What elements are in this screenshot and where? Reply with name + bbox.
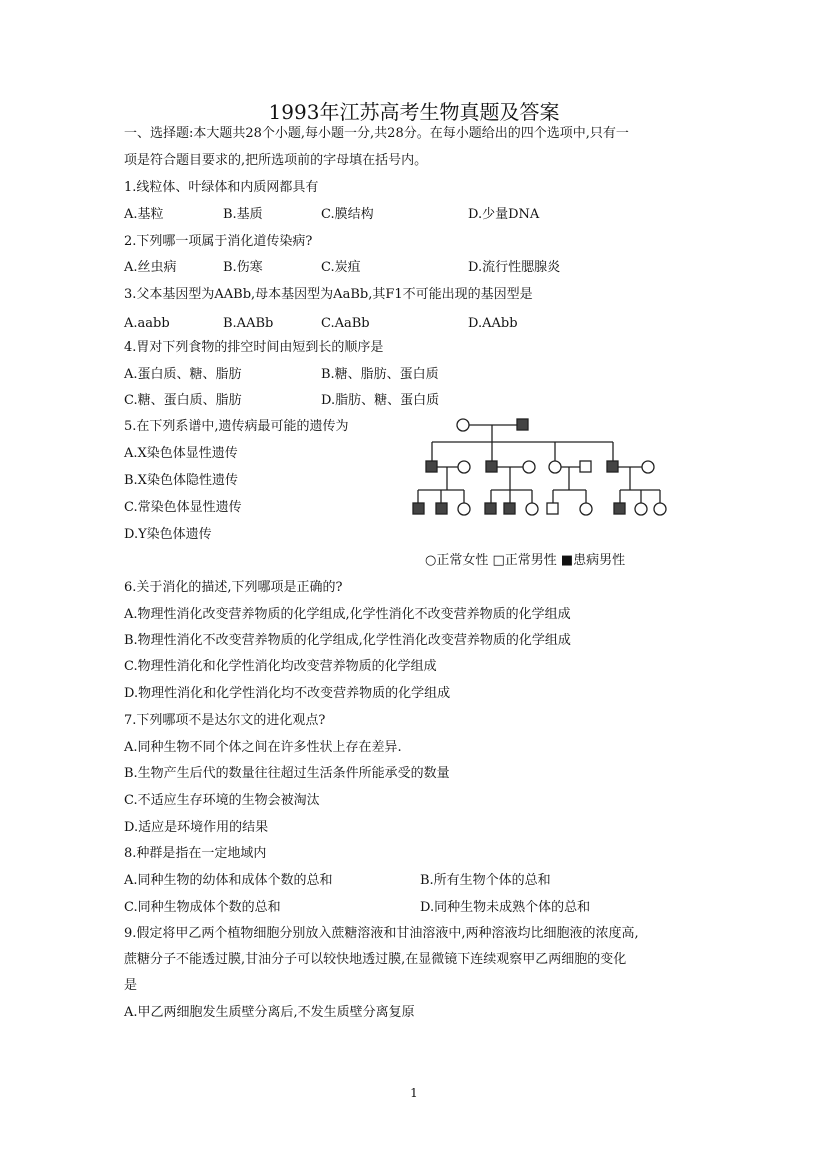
question-3-stem: 3.父本基因型为AABb,母本基因型为AaBb,其F1不可能出现的基因型是 — [124, 287, 533, 302]
question-4-option-a: A.蛋白质、糖、脂肪 — [124, 367, 242, 382]
question-3-option-d: D.AAbb — [468, 316, 518, 331]
question-9-stem-line-2: 蔗糖分子不能透过膜,甘油分子可以较快地透过膜,在显微镜下连续观察甲乙两细胞的变化 — [124, 952, 627, 967]
page-number: 1 — [410, 1086, 418, 1100]
question-8-option-d: D.同种生物未成熟个体的总和 — [420, 900, 591, 915]
question-2-option-b: B.伤寒 — [223, 260, 263, 275]
gen2-male-affected-1 — [426, 461, 437, 472]
pedigree-legend: ○正常女性 □正常男性 ■患病男性 — [425, 553, 626, 568]
gen3-female-normal-2 — [526, 503, 538, 515]
gen3-male-affected-2 — [436, 503, 447, 514]
question-3-option-a: A.aabb — [124, 316, 170, 331]
question-7-option-d: D.适应是环境作用的结果 — [124, 820, 269, 835]
question-5-stem: 5.在下列系谱中,遗传病最可能的遗传为 — [124, 419, 349, 434]
question-8-stem: 8.种群是指在一定地域内 — [124, 846, 267, 861]
gen2-male-affected-3 — [607, 461, 618, 472]
gen3-male-affected-3 — [485, 503, 496, 514]
question-6-option-c: C.物理性消化和化学性消化均改变营养物质的化学组成 — [124, 659, 437, 674]
question-5-option-b: B.X染色体隐性遗传 — [124, 473, 238, 488]
question-4-option-d: D.脂肪、糖、蛋白质 — [321, 393, 440, 408]
question-5-option-d: D.Y染色体遗传 — [124, 527, 212, 542]
gen3-male-affected-4 — [504, 503, 515, 514]
gen3-female-normal-1 — [458, 503, 470, 515]
question-9-stem-line-3: 是 — [124, 978, 138, 993]
gen2-female-normal-2 — [523, 461, 535, 473]
question-7-stem: 7.下列哪项不是达尔文的进化观点? — [124, 713, 326, 728]
gen3-female-normal-5 — [654, 503, 666, 515]
question-6-stem: 6.关于消化的描述,下列哪项是正确的? — [124, 580, 343, 595]
question-7-option-c: C.不适应生存环境的生物会被淘汰 — [124, 793, 320, 808]
gen3-female-normal-4 — [635, 503, 647, 515]
question-1-option-c: C.膜结构 — [321, 207, 374, 222]
question-1-stem: 1.线粒体、叶绿体和内质网都具有 — [124, 180, 319, 195]
question-3-option-c: C.AaBb — [321, 316, 370, 331]
question-2-stem: 2.下列哪一项属于消化道传染病? — [124, 234, 313, 249]
question-6-option-d: D.物理性消化和化学性消化均不改变营养物质的化学组成 — [124, 686, 451, 701]
gen1-male-affected — [517, 419, 528, 430]
gen2-male-normal — [580, 461, 591, 472]
gen1-female-normal — [457, 419, 469, 431]
question-4-stem: 4.胃对下列食物的排空时间由短到长的顺序是 — [124, 340, 384, 355]
question-1-option-d: D.少量DNA — [468, 207, 540, 222]
question-8-option-a: A.同种生物的幼体和成体个数的总和 — [124, 873, 333, 888]
question-2-option-d: D.流行性腮腺炎 — [468, 260, 561, 275]
question-2-option-c: C.炭疽 — [321, 260, 361, 275]
gen2-female-normal-1 — [458, 461, 470, 473]
question-9-option-a: A.甲乙两细胞发生质壁分离后,不发生质壁分离复原 — [124, 1005, 415, 1020]
gen3-male-affected-5 — [614, 503, 625, 514]
question-7-option-a: A.同种生物不同个体之间在许多性状上存在差异. — [124, 740, 402, 755]
question-8-option-c: C.同种生物成体个数的总和 — [124, 900, 281, 915]
question-5-option-a: A.X染色体显性遗传 — [124, 446, 238, 461]
question-6-option-b: B.物理性消化不改变营养物质的化学组成,化学性消化改变营养物质的化学组成 — [124, 633, 571, 648]
page-title: 1993年江苏高考生物真题及答案 — [268, 100, 560, 124]
gen2-female-normal-4 — [642, 461, 654, 473]
question-4-option-b: B.糖、脂肪、蛋白质 — [321, 367, 439, 382]
gen3-female-normal-3 — [580, 503, 592, 515]
question-1-option-b: B.基质 — [223, 207, 263, 222]
section-intro-line-1: 一、选择题:本大题共28个小题,每小题一分,共28分。在每小题给出的四个选项中,只有一 — [124, 126, 629, 141]
gen3-male-normal-1 — [547, 503, 558, 514]
section-intro-line-2: 项是符合题目要求的,把所选项前的字母填在括号内。 — [124, 153, 428, 168]
gen2-female-normal-3 — [549, 461, 561, 473]
question-9-stem-line-1: 9.假定将甲乙两个植物细胞分别放入蔗糖溶液和甘油溶液中,两种溶液均比细胞液的浓度高, — [124, 926, 639, 941]
question-4-option-c: C.糖、蛋白质、脂肪 — [124, 393, 242, 408]
question-7-option-b: B.生物产生后代的数量往往超过生活条件所能承受的数量 — [124, 766, 450, 781]
question-3-option-b: B.AABb — [223, 316, 274, 331]
question-6-option-a: A.物理性消化改变营养物质的化学组成,化学性消化不改变营养物质的化学组成 — [124, 607, 571, 622]
question-8-option-b: B.所有生物个体的总和 — [420, 873, 551, 888]
gen3-male-affected-1 — [413, 503, 424, 514]
question-2-option-a: A.丝虫病 — [124, 260, 177, 275]
question-5-option-c: C.常染色体显性遗传 — [124, 500, 242, 515]
gen2-male-affected-2 — [486, 461, 497, 472]
question-1-option-a: A.基粒 — [124, 207, 164, 222]
